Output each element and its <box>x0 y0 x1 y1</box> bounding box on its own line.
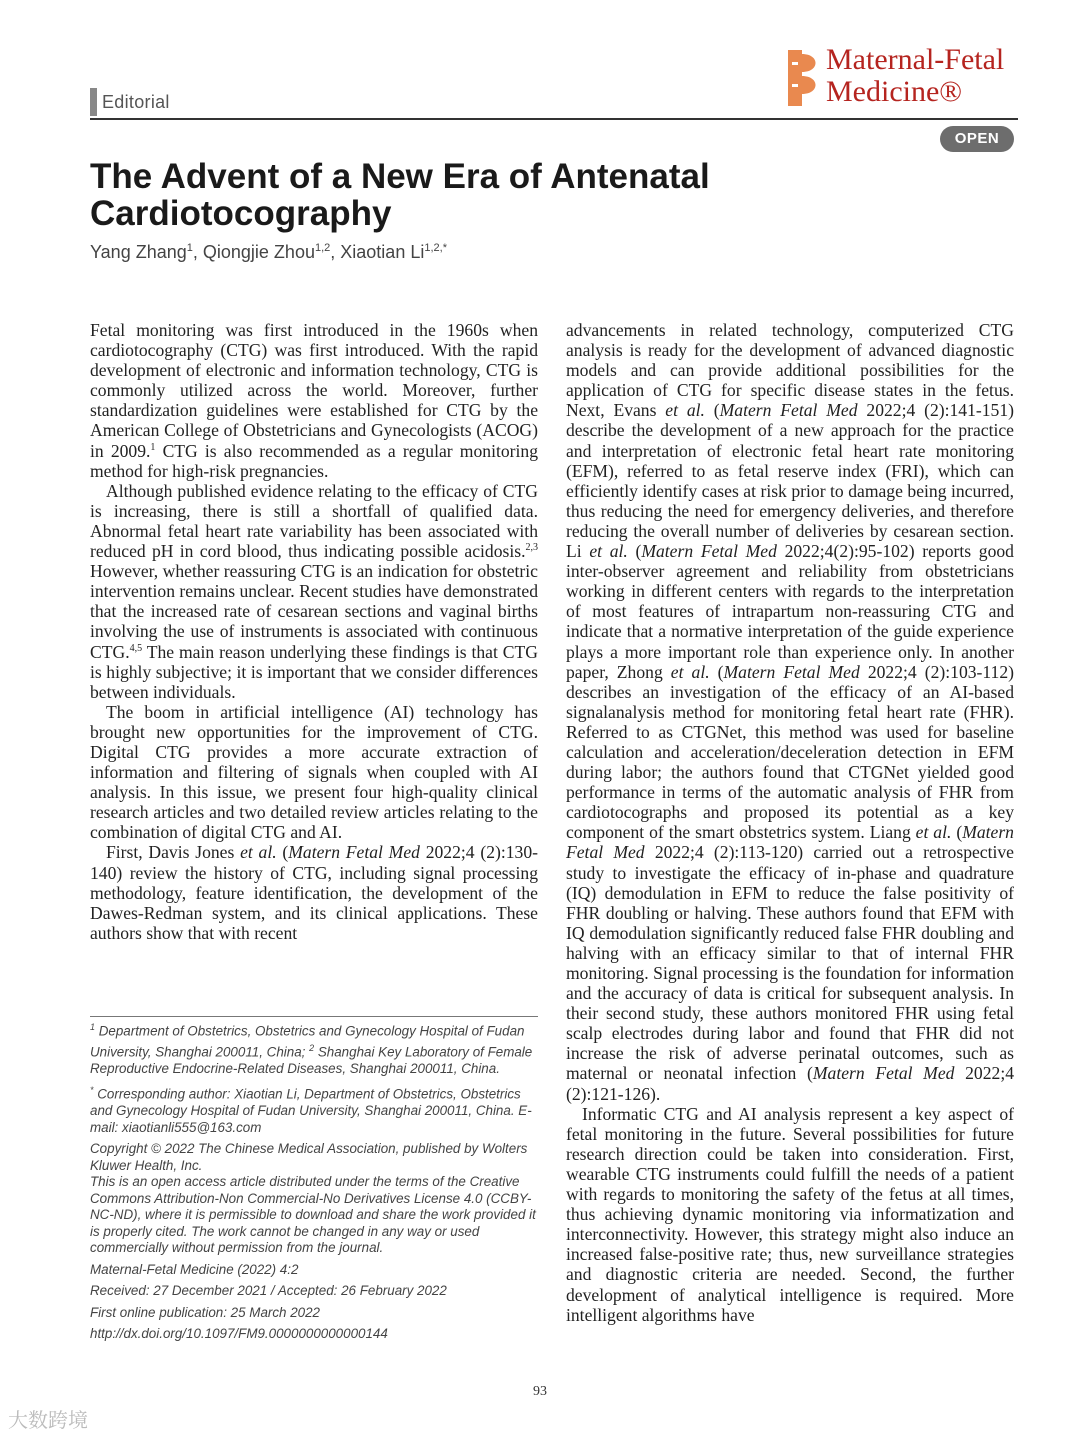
author-name: Qiongjie Zhou <box>202 242 315 262</box>
body-paragraph: Although published evidence relating to the efficacy of CTG is increasing, there is still a shortfall of qualified data. Abnormal fetal heart rate variability has been associated with reduced pH in cord blood, thus indicating possible acidosis.$^{2,3}$ However, whether reassuring CTG is an indication for obstetric intervention remains unclear. Recent studies have demonstrated that the increased rate of cesarean sections and vaginal births involving the use of instruments is associated with continuous CTG.$^{4,5}$ The main reason underlying these findings is that CTG is highly subjective; it is important that we consider differences between individuals. <box>90 480 539 702</box>
section-label: Editorial <box>102 92 170 112</box>
footnote-rule <box>90 1016 538 1017</box>
journal-name-line1: Maternal-Fetal <box>826 43 1005 76</box>
author-name: Yang Zhang <box>90 242 187 262</box>
body-paragraph: First, Davis Jones et al. (Matern Fetal Med 2022;4 (2):130-140) review the history of CTG, including signal processing methodology, feature identification, the development of the Dawes-Redman system, and its clinical applications. These authors show that with recent <box>90 842 538 943</box>
journal-logo-icon <box>786 48 822 108</box>
header-rule <box>90 118 1018 120</box>
footnote-online: First online publication: 25 March 2022 <box>90 1304 321 1320</box>
body-paragraph: The boom in artificial intelligence (AI) technology has brought new opportunities for the improvement of CTG. Digital CTG provides a more accurate extraction of information and filtering of signals when coupled with AI analysis. In this issue, we present four high-quality clinical research articles and two detailed review articles relating to the combination of digital CTG and AI. <box>90 701 538 843</box>
journal-logo <box>786 44 1026 114</box>
doi-link[interactable]: http://dx.doi.org/10.1097/FM9.0000000000000144 <box>90 1326 388 1342</box>
body-column-left <box>90 320 538 943</box>
author-list: Yang Zhang$^1$, Qiongjie Zhou$^{1,2}$, Xiaotian $Li^{1,2,*}$ <box>90 242 447 262</box>
author-affiliation: 1 <box>186 242 193 254</box>
author-affiliation: 1,2,* <box>424 242 447 254</box>
footnote-dates: Received: 27 December 2021 / Accepted: 26 February 2022 <box>90 1283 447 1299</box>
footnote-affiliations: $^1$ Department of Obstetrics, Obstetrics and Gynecology Hospital of Fudan University, Shanghai 200011, China; $^2$ Shanghai Key Laboratory of Female Reproductive Endocrine-Related Diseases, Shanghai 200011, China. <box>90 1022 533 1076</box>
footnote-copyright: Copyright © 2022 The Chinese Medical Association, published by Wolters Kluwer Health, Inc. <box>90 1141 528 1173</box>
footnote-citation: Maternal-Fetal Medicine (2022) 4:2 <box>90 1261 299 1277</box>
body-column-right <box>566 320 1014 1325</box>
footnote-license: This is an open access article distributed under the terms of the Creative Commons Attribution-Non Commercial-No Derivatives License 4.0 (CCBY-NC-ND), where it is permissible to download and share the work provided it is properly cited. The work cannot be changed in any way or used commercially without permission from the journal. <box>90 1174 536 1256</box>
author-affiliation: 1,2 <box>314 242 331 254</box>
body-paragraph: Fetal monitoring was first introduced in the 1960s when cardiotocography (CTG) was first introduced. With the rapid development of electronic and information technology, CTG is commonly utilized across the world. Moreover, further standardization guidelines were established for CTG by the American College of Obstetricians and Gynecologists (ACOG) in 2009.$^1$ CTG is also recommended as a regular monitoring method for high-risk pregnancies. <box>90 320 538 481</box>
article-title: The Advent of a New Era of Antenatal Cardiotocography <box>90 157 710 233</box>
watermark: 大数跨境 <box>8 1410 88 1432</box>
footnote-corresponding: * Corresponding author: Xiaotian Li, Department of Obstetrics, Obstetrics and Gynecology Hospital of Fudan University, Shanghai 200011, China. E-mail: xiaotianli555@163.com <box>90 1085 532 1135</box>
author-name: Xiaotian Li <box>340 242 425 262</box>
journal-name-line2: Medicine® <box>826 75 963 108</box>
section-marker <box>90 88 97 116</box>
body-paragraph: advancements in related technology, computerized CTG analysis is ready for the development of advanced diagnostic models and can provide additional possibilities for the application of CTG for specific disease states in the fetus. Next, Evans et al. (Matern Fetal Med 2022;4 (2):141-151) describe the development of a new approach for the practice and interpretation of electronic fetal heart rate monitoring (EFM), referred to as fetal reserve index (FRI), which can efficiently identify cases at risk prior to damage being incurred, thus reducing the need for emergency deliveries, and therefore reducing the overall number of deliveries by cesarean section. Li et al. (Matern Fetal Med 2022;4(2):95-102) reports good inter-observer agreement and reliability from obstetricians working in different centers with regards to the interpretation of most features of intrapartum non-reassuring CTG and indicate that a normative interpretation of the guide experience plays a more important role than experience only. In another paper, Zhong et al. (Matern Fetal Med 2022;4 (2):103-112) describes an investigation of the efficacy of an AI-based signalanalysis method for monitoring fetal heart rate (FHR). Referred to as CTGNet, this method was used for baseline calculation and acceleration/deceleration detection in EFM during labor; the authors found that CTGNet yielded good performance in terms of the automatic analysis of FHR from cardiotocographs and proposed its potential as a key component of the smart obstetrics system. Liang et al. (Matern Fetal Med 2022;4 (2):113-120) carried out a retrospective study to investigate the efficacy of in-phase and quadrature (IQ) demodulation in EFM to reduce the false positivity of FHR doubling or halving. These authors found that EFM with IQ demodulation significantly reduced false FHR doubling and halving with an efficacy similar to that of internal FHR monitoring. Signal processing is the foundation for information and the accuracy of data is critical for subsequent analysis. In their second study, these authors monitored FHR using fetal scalp electrodes during labor and found that FHR did not increase the risk of adverse perinatal outcomes, such as maternal or neonatal infection (Matern Fetal Med 2022;4 (2):121-126). <box>566 320 1015 1104</box>
page-number: 93 <box>533 1384 547 1399</box>
body-paragraph: Informatic CTG and AI analysis represent a key aspect of fetal monitoring in the future. Several possibilities for future research direction could be taken into consideration. First, wearable CTG instruments could fulfill the needs of a patient with regards to monitoring the safety of the fetus at all times, thus achieving dynamic monitoring via informatization and interconnectivity. However, this strategy might also induce an increased false-positive rate; thus, new surveillance strategies and diagnostic criteria are needed. Second, the further development of analytical intelligence is required. More intelligent algorithms have <box>566 1103 1014 1325</box>
footnotes <box>90 1016 538 1348</box>
open-access-badge: OPEN <box>940 126 1014 152</box>
